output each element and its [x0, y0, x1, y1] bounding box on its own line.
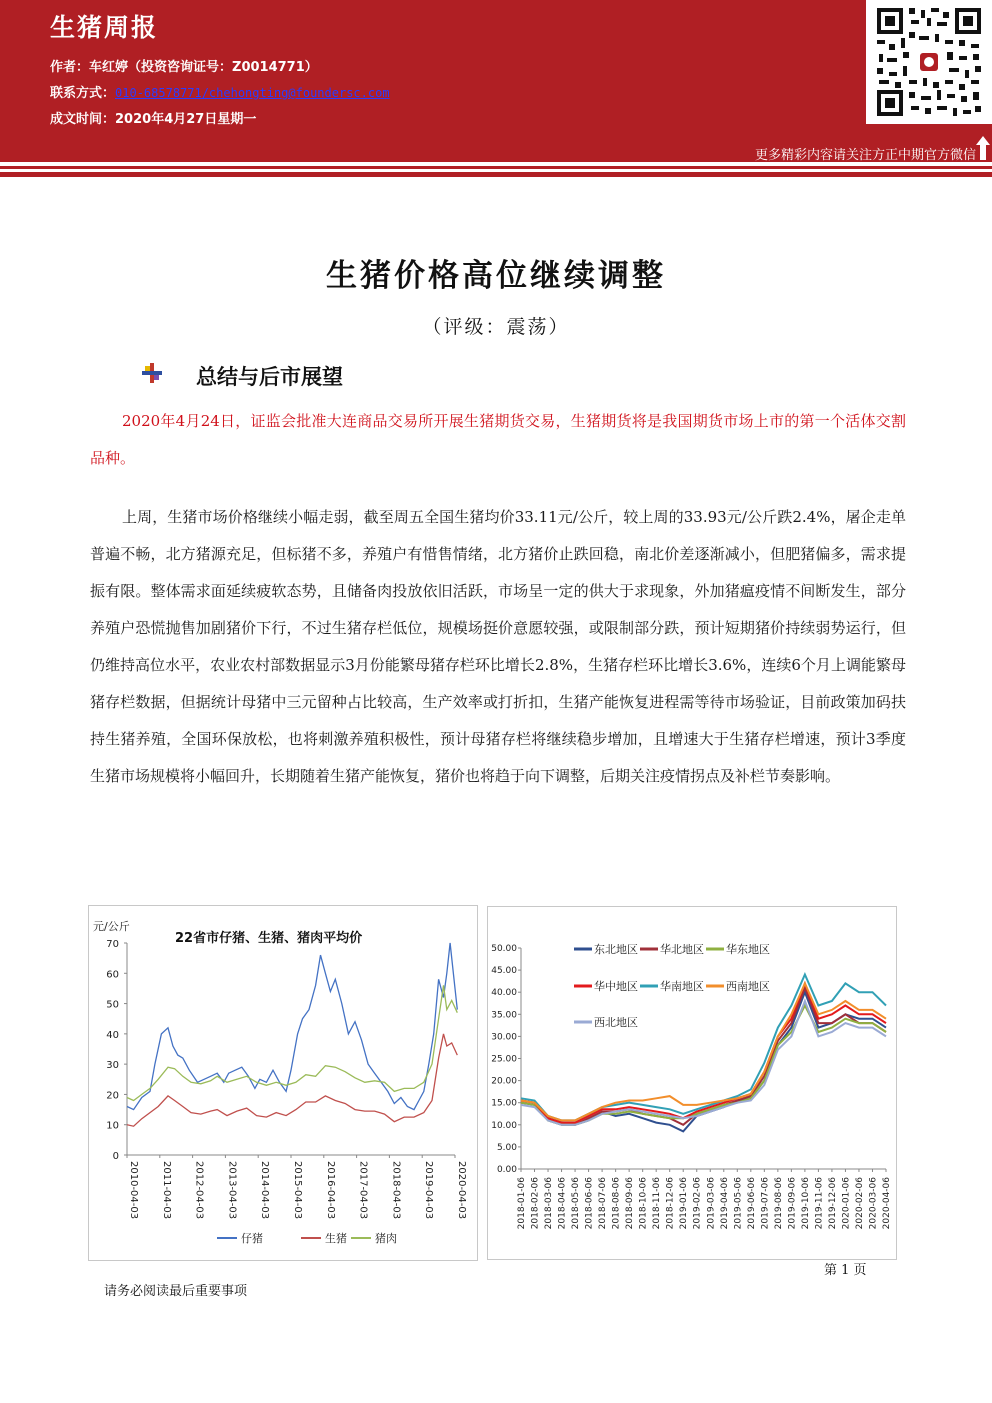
- chart2-legend-label: 华中地区: [594, 980, 638, 993]
- chart1-series-line-1: [127, 1034, 457, 1126]
- chart1-y-tick-label: 10: [106, 1120, 119, 1132]
- chart2-legend-label: 华东地区: [726, 943, 770, 956]
- page-number: 第 1 页: [824, 1263, 867, 1278]
- chart2-x-tick-label: 2019-01-06: [679, 1177, 690, 1230]
- chart1-x-tick-label: 2011-04-03: [160, 1161, 172, 1220]
- chart2-x-tick-label: 2019-03-06: [706, 1177, 717, 1230]
- chart2-x-tick-label: 2018-03-06: [544, 1177, 555, 1230]
- document-title: 生猪价格高位继续调整: [326, 258, 666, 294]
- section-heading: 总结与后市展望: [196, 365, 343, 389]
- chart1-y-tick-label: 20: [106, 1090, 119, 1102]
- chart2-x-tick-label: 2018-06-06: [584, 1177, 595, 1230]
- chart2-x-tick-label: 2019-11-06: [814, 1177, 825, 1230]
- report-series-title: 生猪周报: [50, 13, 159, 42]
- chart2-series-line-4: [521, 975, 886, 1121]
- chart2-legend-label: 华南地区: [660, 980, 704, 993]
- date-line: [50, 108, 256, 127]
- chart2-x-tick-label: 2019-02-06: [692, 1177, 703, 1230]
- chart2-canvas: [488, 907, 898, 1261]
- chart2-series-line-3: [521, 983, 886, 1122]
- report-header: [0, 0, 992, 162]
- date-label: 成文时间：: [50, 112, 116, 127]
- chart2-x-tick-label: 2020-02-06: [854, 1177, 865, 1230]
- up-arrow-icon: [976, 136, 990, 160]
- disclaimer-note: 请务必阅读最后重要事项: [104, 1284, 248, 1299]
- contact-label: 联系方式：: [50, 86, 116, 101]
- chart2-x-tick-label: 2018-10-06: [638, 1177, 649, 1230]
- document-rating: （评级：震荡）: [422, 316, 570, 338]
- chart1-y-tick-label: 60: [106, 969, 119, 981]
- chart2-y-tick-label: 15.00: [491, 1098, 517, 1109]
- chart2-y-tick-label: 5.00: [496, 1142, 517, 1153]
- chart1-x-tick-label: 2014-04-03: [259, 1161, 271, 1220]
- chart2-x-tick-label: 2020-03-06: [868, 1177, 879, 1230]
- chart1-series-line-2: [127, 985, 457, 1100]
- chart2-legend-label: 华北地区: [660, 943, 704, 956]
- chart2-y-tick-label: 20.00: [491, 1076, 517, 1087]
- chart2-y-tick-label: 40.00: [491, 988, 517, 999]
- chart1-y-tick-label: 40: [106, 1029, 119, 1041]
- chart1-y-tick-label: 30: [106, 1060, 119, 1072]
- chart1-legend-label: 生猪: [325, 1232, 347, 1245]
- contact-link[interactable]: 010-68578771/chehongting@foundersc.com: [115, 86, 390, 100]
- chart2-x-tick-label: 2018-04-06: [557, 1177, 568, 1230]
- chart1-x-tick-label: 2015-04-03: [292, 1161, 303, 1220]
- header-divider-thick: [0, 172, 992, 177]
- chart2-x-tick-label: 2019-06-06: [746, 1177, 757, 1230]
- chart2-x-tick-label: 2019-08-06: [773, 1177, 784, 1230]
- chart2-series-line-5: [521, 983, 886, 1120]
- chart2-x-tick-label: 2019-12-06: [827, 1177, 838, 1230]
- contact-line: [50, 82, 390, 101]
- chart1-series-line-0: [127, 943, 457, 1110]
- chart1-x-tick-label: 2016-04-03: [324, 1161, 336, 1220]
- chart2-x-tick-label: 2018-05-06: [571, 1177, 582, 1230]
- chart2-y-tick-label: 10.00: [491, 1120, 517, 1131]
- chart1-x-tick-label: 2018-04-03: [390, 1161, 402, 1220]
- chart2-x-tick-label: 2018-02-06: [530, 1177, 541, 1230]
- chart1-canvas: [89, 906, 479, 1262]
- chart2-y-tick-label: 45.00: [491, 966, 517, 977]
- chart2-x-tick-label: 2018-01-06: [517, 1177, 527, 1230]
- qr-code[interactable]: [866, 0, 992, 124]
- chart2-x-tick-label: 2018-07-06: [598, 1177, 609, 1230]
- chart2-x-tick-label: 2018-09-06: [625, 1177, 636, 1230]
- chart2-x-tick-label: 2019-09-06: [787, 1177, 798, 1230]
- chart2-x-tick-label: 2020-04-06: [882, 1177, 892, 1230]
- chart2-y-tick-label: 30.00: [491, 1032, 517, 1043]
- chart2-x-tick-label: 2019-10-06: [800, 1177, 811, 1230]
- chart2-x-tick-label: 2019-05-06: [733, 1177, 744, 1230]
- chart2-x-tick-label: 2018-11-06: [652, 1177, 663, 1230]
- section-bullet-icon: [142, 363, 162, 383]
- chart2-x-tick-label: 2018-08-06: [611, 1177, 622, 1230]
- paragraph-announcement: 2020年4月24日，证监会批准大连商品交易所开展生猪期货交易，生猪期货将是我国期货市场上市的第一个活体交割品种。: [90, 412, 906, 467]
- chart2-y-tick-label: 50.00: [491, 944, 517, 954]
- chart1-y-unit: 元/公斤: [93, 920, 130, 933]
- chart1-x-tick-label: 2020-04-03: [456, 1161, 467, 1220]
- chart1-title: 22省市仔猪、生猪、猪肉平均价: [175, 931, 363, 946]
- date-value: 2020年4月27日星期一: [115, 112, 257, 127]
- chart1-x-tick-label: 2012-04-03: [193, 1161, 205, 1220]
- chart1-x-tick-label: 2013-04-03: [226, 1161, 238, 1220]
- chart-22-province-prices: [88, 905, 478, 1261]
- chart2-legend-label: 西北地区: [594, 1016, 638, 1029]
- chart2-legend-label: 东北地区: [594, 943, 638, 956]
- chart-regional-hog-prices: [487, 906, 897, 1260]
- chart2-x-tick-label: 2018-12-06: [665, 1177, 676, 1230]
- chart2-y-tick-label: 35.00: [491, 1010, 517, 1021]
- chart1-legend-label: 仔猪: [241, 1232, 263, 1245]
- chart1-legend-label: 猪肉: [375, 1232, 397, 1245]
- chart1-x-tick-label: 2010-04-03: [128, 1161, 139, 1220]
- paragraph-analysis: 上周，生猪市场价格继续小幅走弱，截至周五全国生猪均价33.11元/公斤，较上周的33.93元/公斤跌2.4%，屠企走单普遍不畅，北方猪源充足，但标猪不多，养殖户有惜售情绪，北方猪价止跌回稳，南北价差逐渐减小，但肥猪偏多，需求提振有限。整体需求面延续疲软态势，且储备肉投放依旧活跃，市场呈一定的供大于求现象，外加猪瘟疫情不间断发生，部分养殖户恐慌抛售加剧猪价下行，不过生猪存栏低位，规模场挺价意愿较强，或限制部分跌，预计短期猪价持续弱势运行，但仍维持高位水平，农业农村部数据显示3月份能繁母猪存栏环比增长2.8%，生猪存栏环比增长3.6%，连续6个月上调能繁母猪存栏数据，但据统计母猪中三元留种占比较高，生产效率或打折扣，生猪产能恢复进程需等待市场验证，目前政策加码扶持生猪养殖，全国环保放松，也将刺激养殖积极性，预计母猪存栏将继续稳步增加，且增速大于生猪存栏增速，预计3季度生猪市场规模将小幅回升，长期随着生猪产能恢复，猪价也将趋于向下调整，后期关注疫情拐点及补栏节奏影响。: [90, 508, 906, 785]
- header-divider: [0, 166, 992, 169]
- chart1-y-tick-label: 50: [106, 999, 119, 1011]
- chart1-x-tick-label: 2019-04-03: [423, 1161, 435, 1220]
- chart2-x-tick-label: 2020-01-06: [841, 1177, 852, 1230]
- chart2-y-tick-label: 0.00: [496, 1165, 517, 1175]
- author-label: 作者：: [50, 60, 90, 75]
- chart1-y-tick-label: 70: [106, 939, 119, 950]
- author-value: 车红婷（投资咨询证号：Z0014771）: [89, 60, 318, 75]
- chart2-y-tick-label: 25.00: [491, 1054, 517, 1065]
- wechat-slogan: 更多精彩内容请关注方正中期官方微信: [754, 148, 976, 163]
- qr-code-icon: [875, 6, 983, 118]
- chart1-x-tick-label: 2017-04-03: [357, 1161, 369, 1220]
- author-line: [50, 56, 318, 75]
- chart1-y-tick-label: 0: [112, 1151, 119, 1162]
- chart2-x-tick-label: 2019-04-06: [719, 1177, 730, 1230]
- chart2-x-tick-label: 2019-07-06: [760, 1177, 771, 1230]
- chart2-legend-label: 西南地区: [726, 980, 770, 993]
